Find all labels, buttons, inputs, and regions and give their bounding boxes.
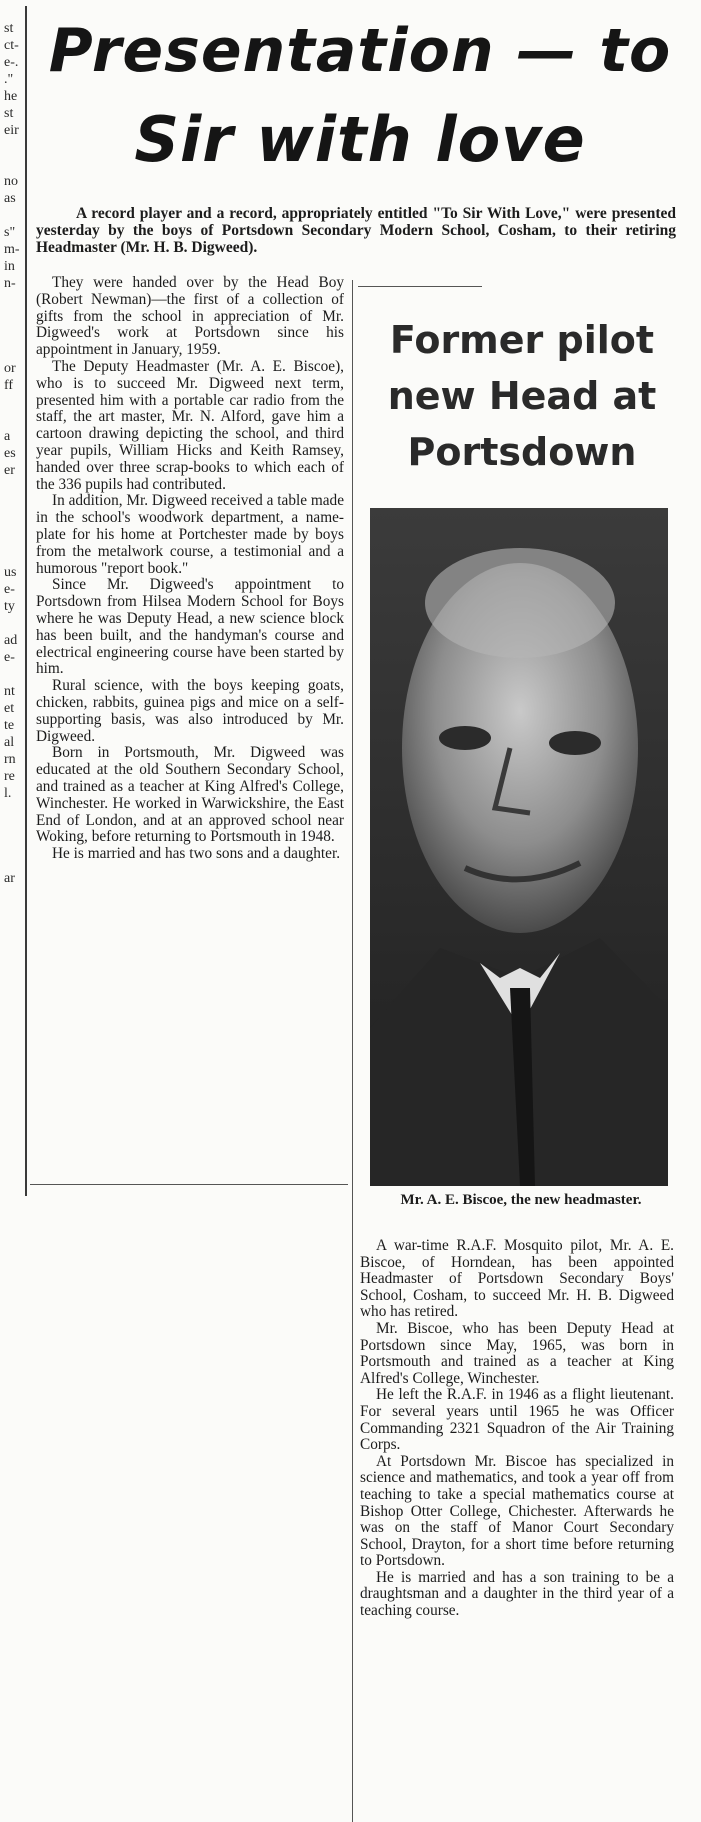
headline-line-1: Presentation — to <box>48 16 672 86</box>
fragment-line: nt <box>4 684 15 699</box>
subhead-top-rule <box>358 286 482 287</box>
paragraph: Born in Portsmouth, Mr. Digweed was educated at the old Southern Secondary School, and trained as a teacher at King Alfred's College, Winchester. He worked in Warwickshire, the East End of London, and at an approved school near Woking, before returning to Portsmouth in 1948. <box>36 744 344 846</box>
fragment-line <box>4 666 24 683</box>
fragment-line <box>4 802 24 819</box>
paragraph: In addition, Mr. Digweed received a table made in the school's woodwork department, a name-plate for his home at Portchester made by boys from the metalwork course, a testimonial and a humorous "report book." <box>36 492 344 577</box>
fragment-line: e-. <box>4 55 19 70</box>
right-article-body <box>360 1238 674 1620</box>
fragment-line <box>4 496 24 513</box>
paragraph: Rural science, with the boys keeping goats, chicken, rabbits, guinea pigs and mice on a self-supporting basis, was also introduced by Mr. Digweed. <box>36 677 344 745</box>
headline-line-2: Sir with love <box>134 103 586 176</box>
subheadline-line-2: new Head at <box>387 374 657 418</box>
fragment-line <box>4 547 24 564</box>
fragment-line <box>4 853 24 870</box>
fragment-line: ff <box>4 378 14 393</box>
fragment-line: ct- <box>4 38 19 53</box>
headline <box>30 8 690 186</box>
fragment-line: re <box>4 769 15 784</box>
fragment-line: al <box>4 735 15 750</box>
fragment-line <box>4 394 24 411</box>
fragment-line: as <box>4 191 16 206</box>
column-rule-left <box>25 6 27 1196</box>
fragment-line: er <box>4 463 15 478</box>
subheadline <box>356 312 688 480</box>
fragment-line: rn <box>4 752 16 767</box>
fragment-line: in <box>4 259 15 274</box>
subheadline-line-1: Former pilot <box>389 318 655 362</box>
paragraph: Since Mr. Digweed's appointment to Portsdown from Hilsea Modern School for Boys where he was Deputy Head, a new science block has been built, and the handyman's course and electrical engineering course have been started by him. <box>36 576 344 678</box>
portrait-photo <box>370 508 668 1186</box>
paragraph: They were handed over by the Head Boy (Robert Newman)—the first of a collection of gifts from the school in appreciation of Mr. Digweed's work at Portsdown since his appointment in January, 1959. <box>36 274 344 359</box>
lead-text: A record player and a record, appropriately entitled "To Sir With Love," were presented yesterday by the boys of Portsdown Secondary Modern School, Cosham, to their retiring Headmaster (Mr. H. B. Digweed). <box>36 205 676 256</box>
fragment-line: ar <box>4 871 15 886</box>
fragment-line: et <box>4 701 15 716</box>
fragment-line <box>4 513 24 530</box>
fragment-line <box>4 615 24 632</box>
fragment-line: us <box>4 565 17 580</box>
adjacent-column-fragments <box>4 20 24 887</box>
fragment-line <box>4 411 24 428</box>
fragment-line: ty <box>4 599 15 614</box>
fragment-line <box>4 343 24 360</box>
paragraph: He is married and has two sons and a daughter. <box>52 845 341 863</box>
column-end-rule <box>30 1184 348 1185</box>
fragment-line: a <box>4 429 11 444</box>
fragment-line <box>4 309 24 326</box>
fragment-line <box>4 156 24 173</box>
portrait-illustration <box>370 508 668 1186</box>
fragment-line: st <box>4 106 14 121</box>
fragment-line: ." <box>4 72 14 87</box>
paragraph: The Deputy Headmaster (Mr. A. E. Biscoe), who is to succeed Mr. Digweed next term, presented him with a portable car radio from the staff, the art master, Mr. N. Alford, gave him a cartoon drawing depicting the school, and third year pupils, William Hicks and Keith Ramsey, handed over three scrap-books to which each of the 336 pupils had contributed. <box>36 357 344 493</box>
paragraph: A war-time R.A.F. Mosquito pilot, Mr. A. E. Biscoe, of Horndean, has been appointed Headmaster of Portsdown Secondary Boys' School, Cosham, to succeed Mr. H. B. Digweed who has retired. <box>360 1237 674 1321</box>
fragment-line: e- <box>4 582 15 597</box>
photo-caption: Mr. A. E. Biscoe, the new headmaster. <box>400 1192 642 1208</box>
paragraph: He left the R.A.F. in 1946 as a flight lieutenant. For several years until 1965 he was Officer Commanding 2321 Squadron of the Air Training Corps. <box>360 1386 674 1454</box>
fragment-line: n- <box>4 276 16 291</box>
fragment-line <box>4 139 24 156</box>
fragment-line: no <box>4 174 18 189</box>
fragment-line <box>4 836 24 853</box>
column-rule-right <box>352 280 353 1822</box>
fragment-line: es <box>4 446 16 461</box>
fragment-line <box>4 479 24 496</box>
fragment-line <box>4 207 24 224</box>
paragraph: Mr. Biscoe, who has been Deputy Head at Portsdown since May, 1965, was born in Portsmouth and trained as a teacher at King Alfred's College, Winchester. <box>360 1319 674 1387</box>
fragment-line: m- <box>4 242 20 257</box>
fragment-line <box>4 819 24 836</box>
fragment-line: he <box>4 89 18 104</box>
paragraph: At Portsdown Mr. Biscoe has specialized in science and mathematics, and took a year off from teaching to take a special mathematics course at Bishop Otter College, Chichester. Afterwards he was on the staff of Manor Court Secondary School, Drayton, for a short time before returning to Portsdown. <box>360 1452 674 1570</box>
fragment-line: l. <box>4 786 12 801</box>
fragment-line: ad <box>4 633 18 648</box>
fragment-line: e- <box>4 650 15 665</box>
fragment-line: eir <box>4 123 19 138</box>
fragment-line: te <box>4 718 15 733</box>
left-article-body <box>36 275 344 863</box>
paragraph: He is married and has a son training to be a draughtsman and a daughter in the third year of a teaching course. <box>360 1568 674 1620</box>
fragment-line: or <box>4 361 16 376</box>
subheadline-line-3: Portsdown <box>407 430 637 474</box>
fragment-line <box>4 530 24 547</box>
fragment-line: st <box>4 21 14 36</box>
fragment-line: s" <box>4 225 16 240</box>
fragment-line <box>4 292 24 309</box>
lead-paragraph <box>36 205 676 256</box>
fragment-line <box>4 326 24 343</box>
